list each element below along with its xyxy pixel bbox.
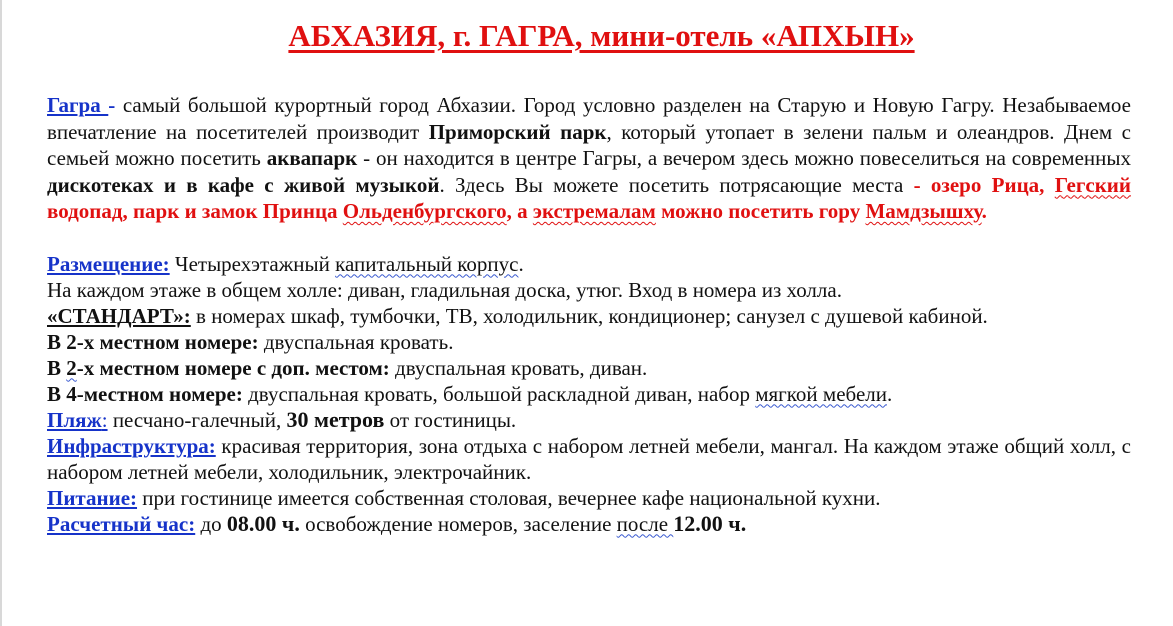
sights-4: Ольденбургского — [342, 199, 507, 223]
room2plus-pre: В — [47, 355, 67, 380]
food-link[interactable]: Питание: — [47, 485, 138, 510]
checkout-after: после — [616, 511, 674, 536]
placement-link[interactable]: Размещение: — [47, 251, 170, 276]
document-body — [47, 92, 1131, 537]
beach-text: песчано-галечный, — [107, 407, 287, 432]
intro-text-4: . Здесь Вы можете посетить потрясающие места — [439, 172, 914, 197]
beach-colon: : — [101, 407, 108, 432]
sights-8: Мамдзышху — [865, 199, 982, 223]
room2plus-line — [47, 355, 1131, 381]
room4-text-2: . — [886, 381, 893, 406]
food-text: при гостинице имеется собственная столовая, вечернее кафе национальной кухни. — [137, 485, 881, 510]
beach-text-2: от гостиницы. — [384, 407, 517, 432]
checkout-time: 08.00 ч. — [226, 510, 300, 536]
room2plus-label: -х местном номере с доп. местом: — [76, 355, 390, 380]
sights-2: Гегский — [1054, 172, 1131, 197]
beach-distance: 30 метров — [286, 406, 385, 432]
room4-furniture: мягкой мебели — [755, 381, 887, 406]
checkout-link[interactable]: Расчетный час: — [47, 511, 196, 536]
beach-link[interactable]: Пляж — [47, 407, 102, 432]
sights-9: . — [981, 199, 987, 223]
room4-text: двуспальная кровать, большой раскладной диван, набор — [242, 381, 756, 406]
standard-line — [47, 303, 1131, 329]
room2plus-text: двуспальная кровать, диван. — [389, 355, 648, 380]
checkin-time: 12.00 ч. — [673, 510, 747, 536]
infra-line — [47, 433, 1131, 485]
page-edge — [0, 0, 2, 626]
standard-text: в номерах шкаф, тумбочки, ТВ, холодильник, кондиционер; санузел с душевой кабиной. — [190, 303, 988, 328]
intro-dash: - — [108, 93, 116, 117]
intro-text-1: самый большой курортный город Абхазии. Город условно разделен на Старую и Новую Гагру. Незабываемое впечатление на посетителей производит — [47, 93, 1131, 144]
spacer — [47, 225, 1131, 251]
beach-line — [47, 407, 1131, 433]
intro-paragraph — [47, 92, 1131, 225]
room4-line — [47, 381, 1131, 407]
room2plus-num: 2 — [66, 355, 77, 380]
room2-line — [47, 329, 1131, 355]
intro-text-3: - он находится в центре Гагры, а вечером здесь можно повеселиться на современных — [357, 146, 1131, 170]
infra-link[interactable]: Инфраструктура: — [47, 433, 216, 458]
room4-label: В 4-местном номере: — [47, 381, 243, 406]
sights-1: - озеро Рица, — [913, 172, 1055, 197]
placement-line — [47, 251, 1131, 277]
food-line — [47, 485, 1131, 511]
infra-text: красивая территория, зона отдыха с набором летней мебели, мангал. На каждом этаже общий холл, с набором летней мебели, холодильник, электрочайник. — [47, 433, 1131, 484]
placement-text-1: Четырехэтажный — [169, 251, 336, 276]
intro-text-2: , который утопает в зелени пальм и олеандров. Днем с семьей можно посетить — [47, 119, 1131, 170]
floor-line: На каждом этаже в общем холле: диван, гладильная доска, утюг. Вход в номера из холла. — [47, 277, 842, 302]
gagra-link[interactable]: Гагра — [47, 93, 109, 117]
checkout-text-2: освобождение номеров, заселение — [299, 511, 617, 536]
checkout-line — [47, 511, 1131, 537]
standard-label: «СТАНДАРТ»: — [47, 303, 191, 328]
document-title: АБХАЗИЯ, г. ГАГРА, мини-отель «АПХЫН» — [288, 18, 915, 53]
seaside-park: Приморский парк — [428, 119, 607, 144]
aquapark: аквапарк — [266, 146, 358, 170]
placement-text-2: . — [518, 251, 524, 276]
room2-text: двуспальная кровать. — [258, 329, 454, 354]
sights-5: , а — [506, 199, 533, 223]
checkout-text-1: до — [195, 511, 227, 536]
sights-7: можно посетить гору — [655, 199, 866, 223]
discos-cafes: дискотеках и в кафе с живой музыкой — [47, 172, 440, 197]
sights-3: водопад, парк и замок Принца — [47, 199, 343, 223]
room2-label: В 2-х местном номере: — [47, 329, 259, 354]
sights-6: экстремалам — [532, 199, 656, 223]
placement-building: капитальный корпус — [335, 251, 519, 276]
